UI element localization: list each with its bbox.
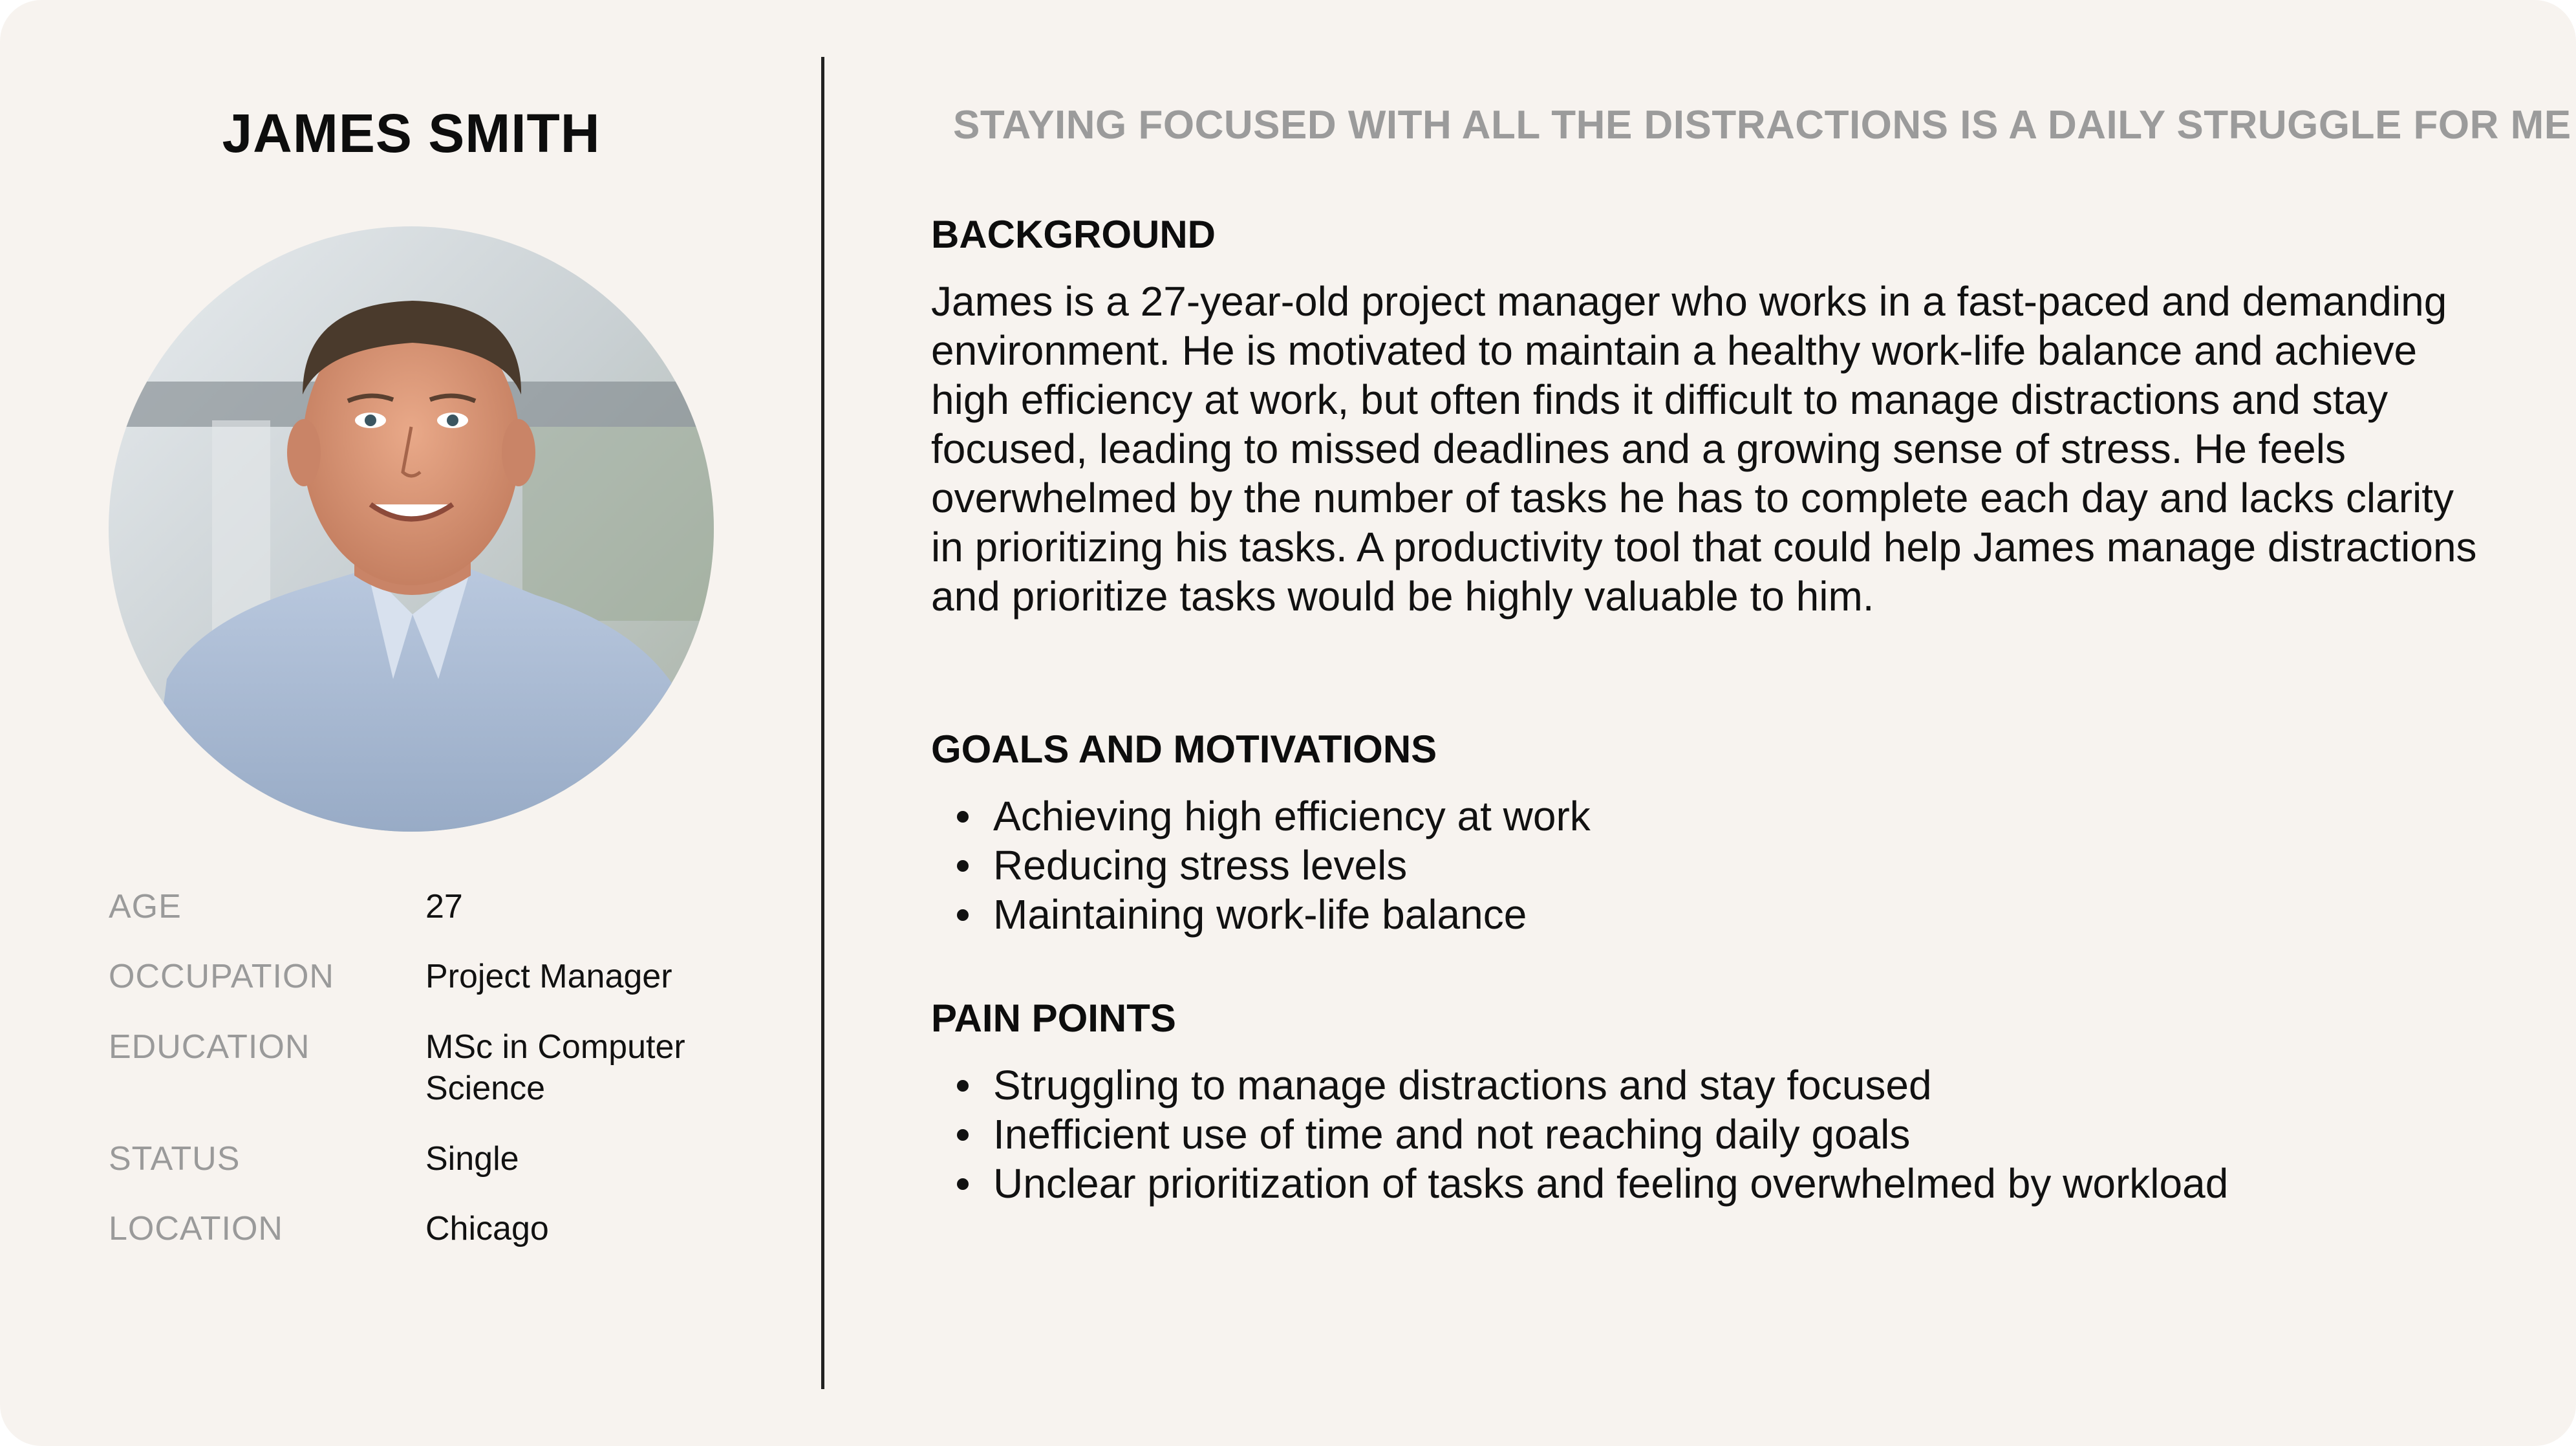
background-title: BACKGROUND: [931, 213, 1216, 256]
pain-points-list: [931, 1061, 2545, 1208]
detail-label: AGE: [109, 888, 182, 925]
detail-row-location: [109, 1208, 755, 1249]
list-item: Achieving high efficiency at work: [993, 792, 2545, 841]
detail-row-status: [109, 1138, 755, 1180]
column-divider: [821, 57, 824, 1389]
detail-row-education: [109, 1026, 755, 1110]
avatar: [109, 226, 714, 832]
persona-name: JAMES SMITH: [222, 103, 601, 164]
detail-row-occupation: [109, 956, 755, 997]
quote-text: STAYING FOCUSED WITH ALL THE DISTRACTIONS IS A DAILY STRUGGLE FOR ME: [953, 103, 2571, 147]
detail-label: OCCUPATION: [109, 958, 334, 996]
detail-value: MSc in Computer Science: [425, 1028, 685, 1108]
persona-quote: [931, 102, 2571, 148]
list-item: Reducing stress levels: [993, 841, 2545, 890]
goals-list: [931, 792, 2545, 939]
detail-label: STATUS: [109, 1139, 241, 1178]
list-item: Inefficient use of time and not reaching daily goals: [993, 1110, 2545, 1159]
detail-value: Chicago: [425, 1210, 549, 1248]
pain-points-title: PAIN POINTS: [931, 997, 1176, 1040]
goals-title: GOALS AND MOTIVATIONS: [931, 728, 1437, 771]
detail-label: EDUCATION: [109, 1028, 310, 1066]
detail-value: Single: [425, 1139, 519, 1178]
detail-value: 27: [425, 888, 463, 925]
detail-label: LOCATION: [109, 1210, 283, 1248]
persona-details: [109, 886, 755, 1279]
avatar-photo: [109, 226, 714, 832]
detail-row-age: [109, 886, 755, 927]
list-item: Maintaining work-life balance: [993, 890, 2545, 939]
list-item: Unclear prioritization of tasks and feeling overwhelmed by workload: [993, 1159, 2545, 1208]
detail-value: Project Manager: [425, 958, 672, 996]
list-item: Struggling to manage distractions and stay focused: [993, 1061, 2545, 1110]
background-text: James is a 27-year-old project manager who works in a fast-paced and demanding environment. He is motivated to maintain a healthy work-life balance and achieve high efficiency at work, but often finds it difficult to manage distractions and stay focused, leading to missed deadlines and a growing sense of stress. He feels overwhelmed by the number of tasks he has to complete each day and lacks clarity in prioritizing his tasks. A productivity tool that could help James manage distractions and prioritize tasks would be highly valuable to him.: [931, 278, 2477, 620]
profile-column: [0, 0, 822, 1446]
content-column: [931, 0, 2571, 1446]
